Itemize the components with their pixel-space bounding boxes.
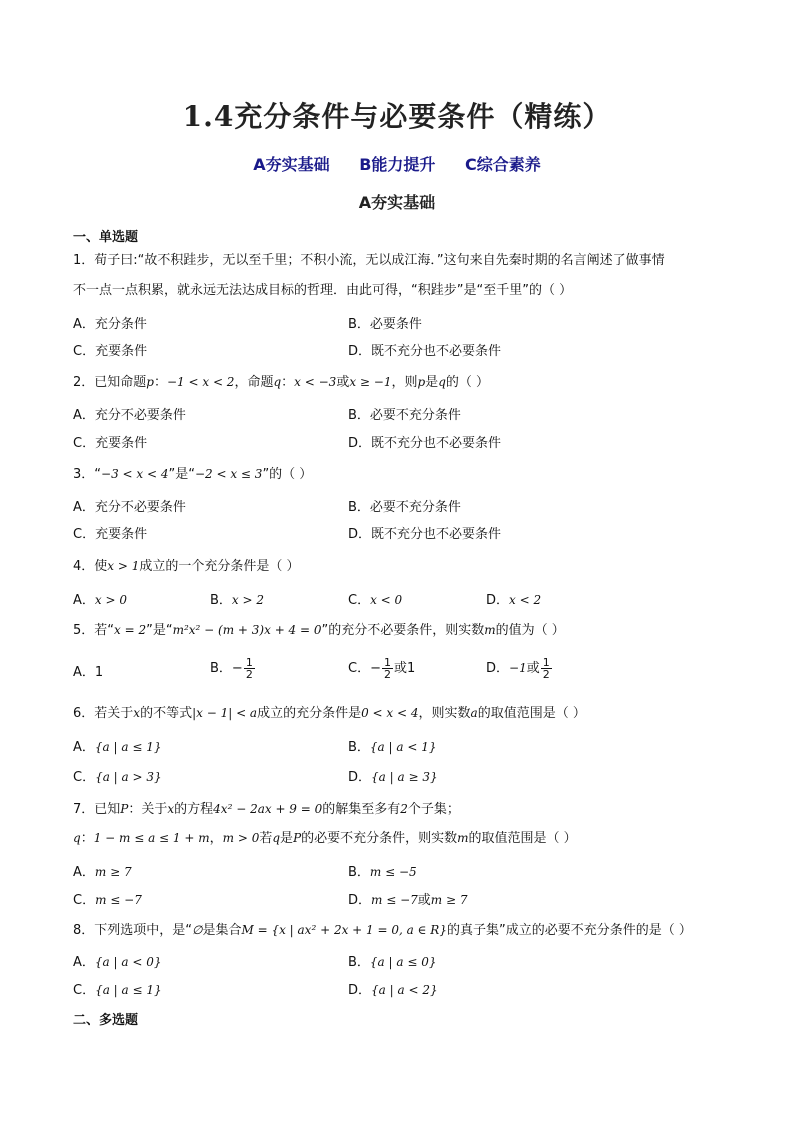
q6-inequality: |x − 1| < a: [192, 706, 258, 720]
q3-option-b: B．必要不充分条件: [348, 500, 461, 515]
q1-option-c: C．充要条件: [73, 344, 148, 359]
q8-option-c: C．{a | a ≤ 1}: [73, 983, 162, 998]
q6-text: 6．若关于x的不等式|x − 1| < a成立的充分条件是0 < x < 4，则实数a的取值范围是（ ）: [73, 706, 586, 721]
subtitle-part-a: A夯实基础: [253, 155, 330, 174]
q7-option-d: D．m ≤ −7或m ≥ 7: [348, 893, 468, 908]
q5-option-c: C．− $\frac{1}{2}$ 或1: [348, 656, 416, 681]
q7-option-a: A．m ≥ 7: [73, 865, 132, 880]
q5-fraction-d: $\frac{1}{2}$: [542, 656, 550, 681]
q4-option-a: A．x > 0: [73, 593, 127, 608]
section-title: A夯实基础: [358, 193, 436, 212]
q1-text-line1: 1．荀子曰:“故不积跬步，无以至千里；不积小流，无以成江海．”这句来自先秦时期的名言阐述了做事情: [73, 253, 665, 268]
page-title: 1.4充分条件与必要条件（精练）: [182, 100, 612, 133]
q3-cond-b: −2 < x ≤ 3: [194, 467, 263, 481]
subtitle: [0, 152, 794, 175]
q6-cond: 0 < x < 4: [361, 706, 419, 720]
part-heading-single-choice: 一、单选题: [73, 230, 139, 245]
q7-text-line1: 7．已知P：关于x的方程4x² − 2ax + 9 = 0的解集至多有2个子集；: [73, 802, 460, 817]
q8-option-a: A．{a | a < 0}: [73, 955, 162, 970]
q5-option-d: D．−1或 $\frac{1}{2}$: [486, 656, 550, 681]
q3-option-c: C．充要条件: [73, 527, 148, 542]
q2-option-d: D．既不充分也不必要条件: [348, 436, 502, 451]
part-heading-multi-choice: 二、多选题: [73, 1013, 139, 1028]
q7-option-c: C．m ≤ −7: [73, 893, 142, 908]
q4-option-d: D．x < 2: [486, 593, 542, 608]
q7-equation: 4x² − 2ax + 9 = 0: [213, 802, 323, 816]
q5-cond-a: x = 2: [114, 623, 147, 637]
q8-option-b: B．{a | a ≤ 0}: [348, 955, 437, 970]
q2-cond-p: −1 < x < 2: [166, 375, 235, 389]
subtitle-part-b: B能力提升: [359, 155, 436, 174]
q3-cond-a: −3 < x < 4: [101, 467, 169, 481]
q8-text: 8．下列选项中，是“∅是集合M = {x | ax² + 2x + 1 = 0, a ∈ R}的真子集”成立的必要不充分条件的是（ ）: [73, 923, 692, 938]
q5-option-a: A．1: [73, 665, 104, 680]
q4-text: 4．使x > 1成立的一个充分条件是（ ）: [73, 559, 300, 574]
q5-fraction-c: $\frac{1}{2}$: [383, 656, 391, 681]
q2-option-a: A．充分不必要条件: [73, 408, 186, 423]
q8-set: M = {x | ax² + 2x + 1 = 0, a ∈ R}: [241, 923, 447, 937]
q4-option-c: C．x < 0: [348, 593, 403, 608]
q5-equation: m²x² − (m + 3)x + 4 = 0: [172, 623, 322, 637]
q4-option-b: B．x > 2: [210, 593, 265, 608]
q6-option-c: C．{a | a > 3}: [73, 770, 162, 785]
q4-cond: x > 1: [107, 559, 140, 573]
q7-option-b: B．m ≤ −5: [348, 865, 417, 880]
q3-text: 3．“−3 < x < 4”是“−2 < x ≤ 3”的（ ）: [73, 467, 313, 482]
q1-option-a: A．充分条件: [73, 317, 147, 332]
q2-cond-q: x < −3: [294, 375, 337, 389]
q3-option-a: A．充分不必要条件: [73, 500, 186, 515]
q3-option-d: D．既不充分也不必要条件: [348, 527, 502, 542]
subtitle-part-c: C综合素养: [465, 155, 541, 174]
q1-option-b: B．必要条件: [348, 317, 422, 332]
q6-option-a: A．{a | a ≤ 1}: [73, 740, 162, 755]
q6-option-d: D．{a | a ≥ 3}: [348, 770, 438, 785]
q2-option-b: B．必要不充分条件: [348, 408, 461, 423]
q6-option-b: B．{a | a < 1}: [348, 740, 437, 755]
q1-text-line2: 不一点一点积累，就永远无法达成目标的哲理．由此可得，“积跬步”是“至千里”的（ ）: [73, 283, 573, 298]
q5-option-b: B．− $\frac{1}{2}$: [210, 656, 253, 681]
q8-option-d: D．{a | a < 2}: [348, 983, 438, 998]
q7-cond: 1 − m ≤ a ≤ 1 + m: [93, 831, 210, 845]
q2-text: 2．已知命题p：−1 < x < 2，命题q：x < −3或x ≥ −1，则p是q的（ ）: [73, 375, 490, 390]
q2-option-c: C．充要条件: [73, 436, 148, 451]
q1-option-d: D．既不充分也不必要条件: [348, 344, 502, 359]
q5-fraction-b: $\frac{1}{2}$: [245, 656, 253, 681]
q2-cond-q2: x ≥ −1: [349, 375, 392, 389]
q7-cond2: m > 0: [222, 831, 260, 845]
q5-text: 5．若“x = 2”是“m²x² − (m + 3)x + 4 = 0”的充分不必要条件，则实数m的值为（ ）: [73, 623, 565, 638]
q7-text-line2: q：1 − m ≤ a ≤ 1 + m，m > 0若q是P的必要不充分条件，则实数m的取值范围是（ ）: [73, 831, 577, 846]
